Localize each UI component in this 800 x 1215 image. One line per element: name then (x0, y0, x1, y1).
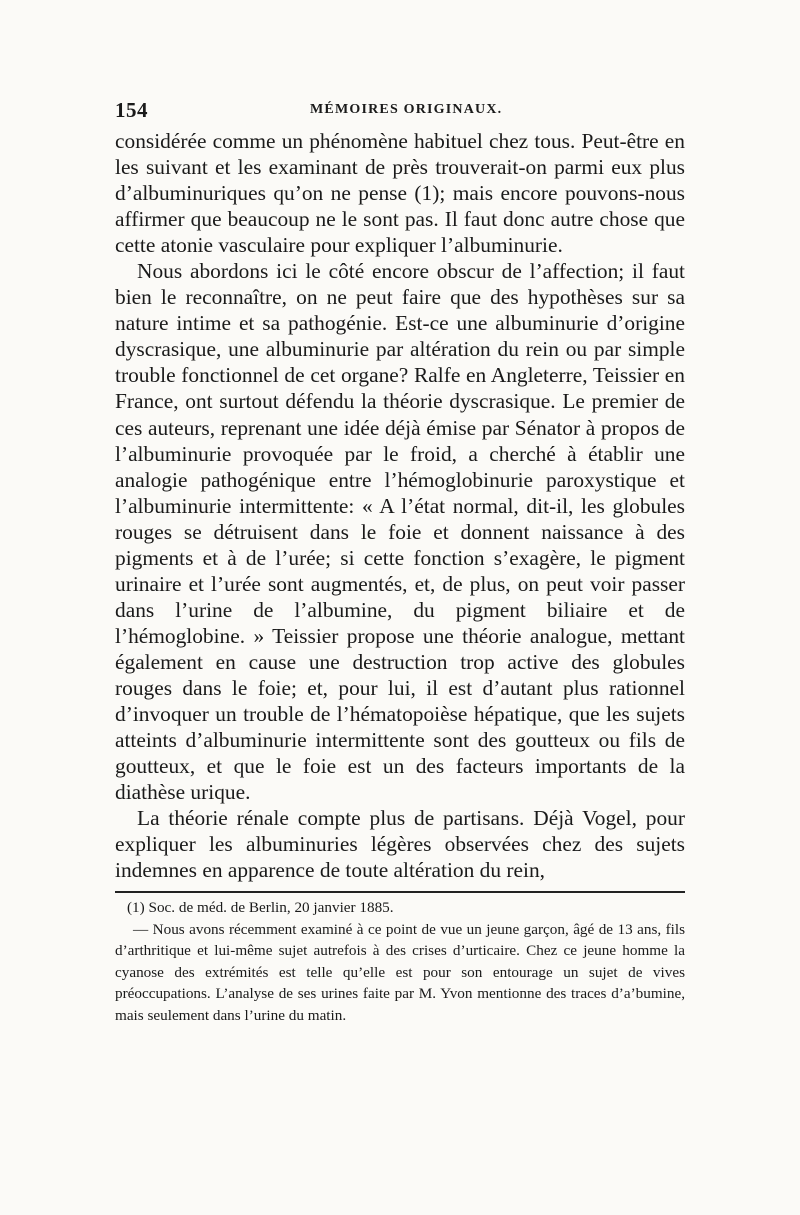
footnote-1-continued: — Nous avons récemment examiné à ce point de vue un jeune garçon, âgé de 13 ans, fils d’arthritique et lui-même sujet autrefois à des crises d’urticaire. Chez ce jeune homme la cyanose des extrémités est telle qu’elle est pour son entourage un sujet de vives préoccupations. L’analyse de ses urines faite par M. Yvon mentionne des traces d’a’bumine, mais seulement dans l’urine du matin. (115, 920, 685, 1024)
section-title: MÉMOIRES ORIGINAUX. (310, 102, 503, 117)
book-page (115, 96, 685, 1026)
running-head (115, 96, 685, 128)
page-number: 154 (115, 98, 148, 122)
paragraph-3: La théorie rénale compte plus de partisans. Déjà Vogel, pour expliquer les albuminuries légères observées chez des sujets indemnes en apparence de toute altération du rein, (115, 806, 685, 883)
footnotes (115, 897, 685, 1026)
footnote-rule (115, 891, 685, 893)
paragraph-2: Nous abordons ici le côté encore obscur de l’affection; il faut bien le reconnaître, on ne peut faire que des hypothèses sur sa nature intime et sa pathogénie. Est-ce une albuminurie d’origine dyscrasique, une albuminurie par altération du rein ou par simple trouble fonctionnel de cet organe? Ralfe en Angleterre, Teissier en France, ont surtout défendu la théorie dyscrasique. Le premier de ces auteurs, reprenant une idée déjà émise par Sénator à propos de l’albuminurie provoquée par le froid, a cherché à établir une analogie pathogénique entre l’hémoglobinurie paroxystique et l’albuminurie intermittente: « A l’état normal, dit-il, les globules rouges se détruisent dans le foie et donnent naissance à des pigments et à de l’urée; si cette fonction s’exagère, le pigment urinaire et l’urée sont augmentés, et, de plus, on peut voir passer dans l’urine de l’albumine, du pigment biliaire et de l’hémoglobine. » Teissier propose une théorie analogue, mettant également en cause une destruction trop active des globules rouges dans le foie; et, pour lui, il est d’autant plus rationnel d’invoquer un trouble de l’hématopoièse hépatique, que les sujets atteints d’albuminurie intermittente sont des goutteux ou fils de goutteux, et que le foie est un des facteurs importants de la diathèse urique. (115, 259, 685, 805)
body-text (115, 128, 685, 883)
paragraph-1: considérée comme un phénomène habituel chez tous. Peut-être en les suivant et les examinant de près trouverait-on parmi eux plus d’albuminuriques qu’on ne pense (1); mais encore pouvons-nous affirmer que beaucoup ne le sont pas. Il faut donc autre chose que cette atonie vasculaire pour expliquer l’albuminurie. (115, 129, 685, 258)
footnote-1: (1) Soc. de méd. de Berlin, 20 janvier 1885. (127, 899, 394, 917)
